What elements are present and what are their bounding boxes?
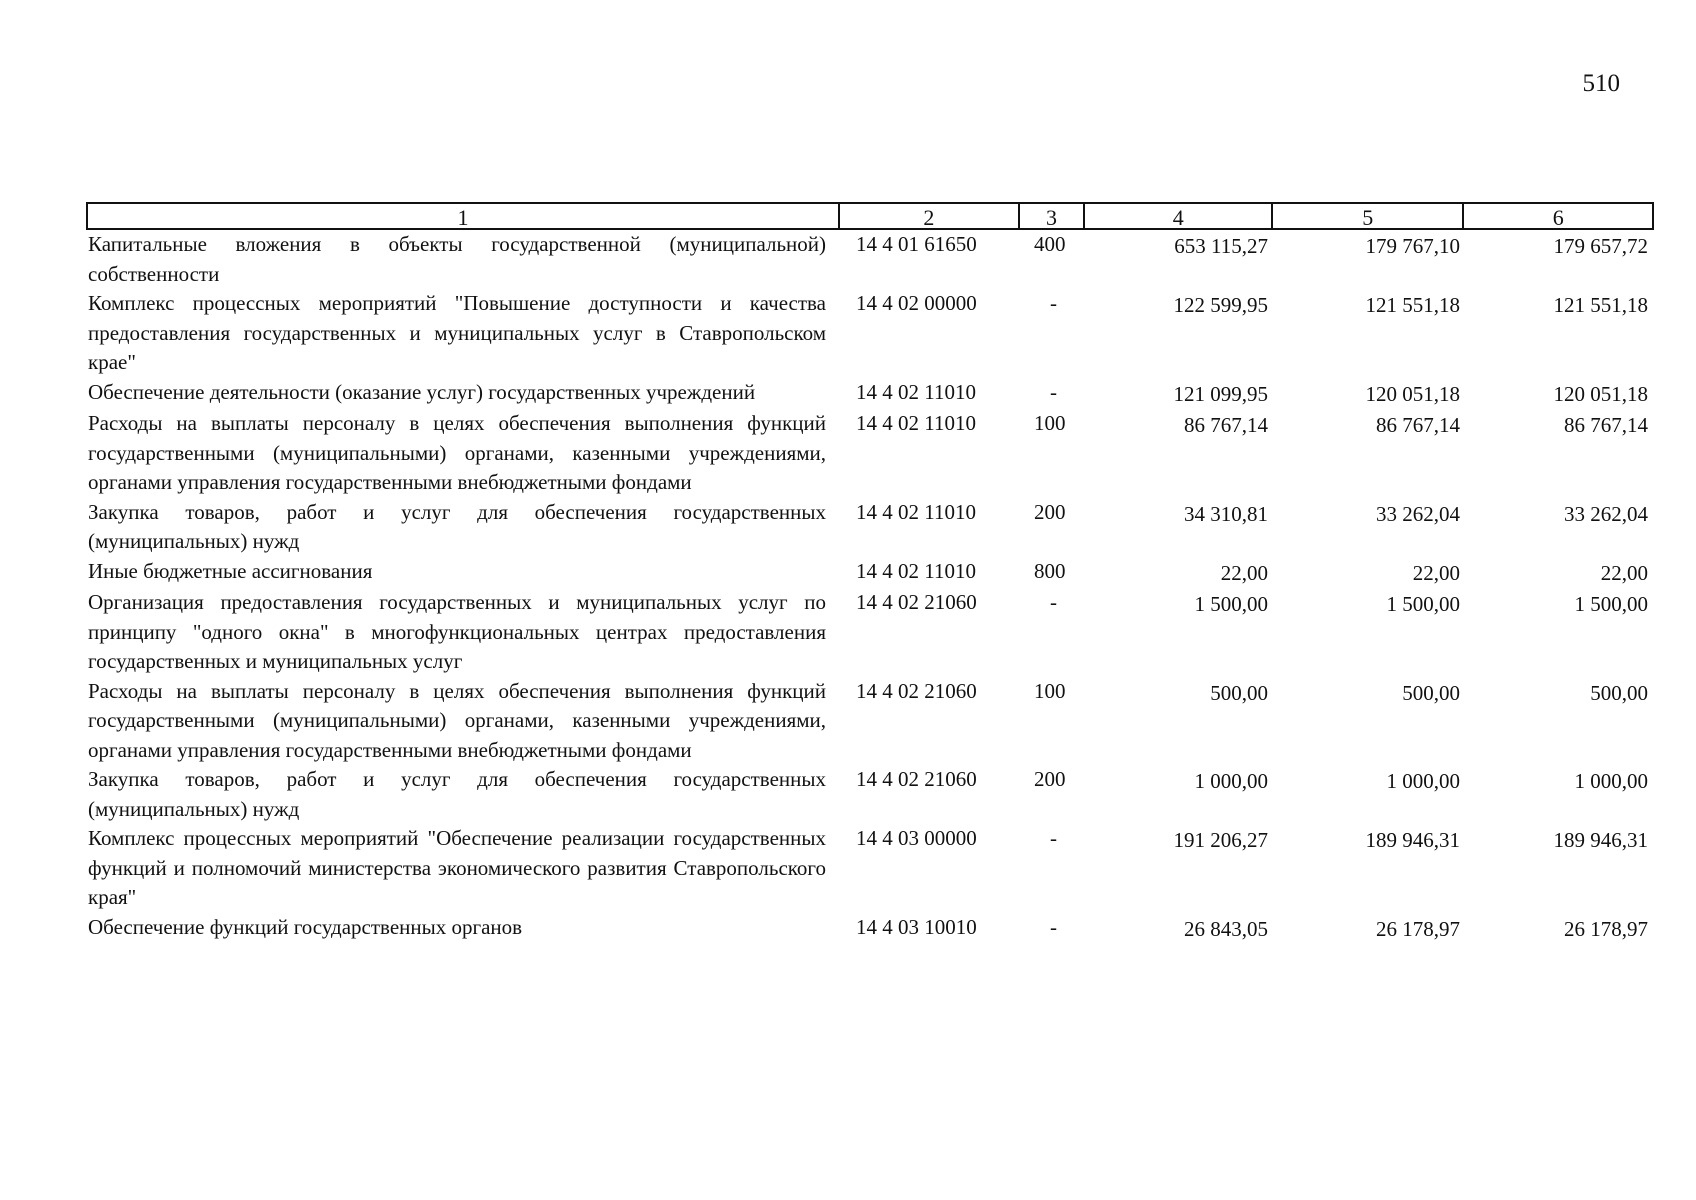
row-value-col4: 22,00 [1220,560,1268,585]
column-header-1: 1 [88,204,840,228]
row-value-col6: 189 946,31 [1553,828,1648,852]
row-expense-type: 800 [1034,558,1066,583]
row-expense-type: - [1050,826,1057,850]
row-value-col6: 22,00 [1600,560,1648,585]
row-code: 14 4 03 00000 [856,826,977,850]
row-value-col4: 86 767,14 [1184,413,1268,437]
row-name: Обеспечение функций государственных органов [88,914,523,939]
row-value-col5: 22,00 [1412,560,1460,585]
row-name: Обеспечение деятельности (оказание услуг) государственных учреждений [88,379,756,404]
row-code: 14 4 02 11010 [856,379,976,404]
row-value-col5: 26 178,97 [1376,916,1460,941]
row-code: 14 4 02 21060 [856,678,977,703]
row-value-col5: 189 946,31 [1365,828,1460,852]
page-number: 510 [1582,70,1620,97]
row-value-col4: 122 599,95 [1173,293,1268,317]
row-name: Закупка товаров, работ и услуг для обеспечения государственных (муниципальных) нужд [88,767,826,821]
row-value-col5: 86 767,14 [1376,413,1460,437]
column-header-4: 4 [1085,204,1273,228]
row-name: Расходы на выплаты персоналу в целях обеспечения выполнения функций государственными (муниципальными) органами, казенными учреждениями, органами управления государственными внебюджетными фондами [88,411,826,494]
column-header-6: 6 [1552,205,1564,230]
table-row [86,409,1654,498]
row-expense-type: - [1050,291,1057,315]
row-name: Капитальные вложения в объекты государственной (муниципальной) собственности [88,232,826,286]
row-value-col4: 1 500,00 [1194,592,1268,616]
row-expense-type: 200 [1034,499,1066,524]
budget-table [86,202,1654,944]
table-row [86,824,1654,913]
row-value-col5: 1 500,00 [1386,592,1460,616]
row-value-col5: 1 000,00 [1386,769,1460,793]
row-code: 14 4 03 10010 [856,914,977,939]
row-expense-type: 200 [1034,767,1066,791]
row-value-col4: 191 206,27 [1173,828,1268,852]
table-row [86,498,1654,557]
row-code: 14 4 02 00000 [856,291,977,315]
table-row [86,913,1654,945]
row-value-col6: 1 000,00 [1574,769,1648,793]
row-expense-type: - [1050,590,1057,614]
row-value-col6: 33 262,04 [1564,501,1648,526]
column-header-2: 2 [840,204,1020,228]
row-expense-type: - [1050,379,1057,404]
row-value-col6: 26 178,97 [1564,916,1648,941]
row-code: 14 4 02 21060 [856,590,977,614]
row-code: 14 4 02 21060 [856,767,977,791]
row-value-col4: 26 843,05 [1184,916,1268,941]
row-value-col5: 500,00 [1402,680,1460,705]
row-value-col4: 500,00 [1210,680,1268,705]
row-code: 14 4 02 11010 [856,558,976,583]
row-expense-type: 100 [1034,678,1066,703]
row-code: 14 4 01 61650 [856,232,977,256]
row-value-col4: 121 099,95 [1173,381,1268,406]
row-value-col5: 120 051,18 [1365,381,1460,406]
row-code: 14 4 02 11010 [856,499,976,524]
row-value-col4: 34 310,81 [1184,501,1268,526]
table-row [86,588,1654,677]
row-expense-type: 100 [1034,411,1066,435]
table-row [86,378,1654,410]
row-value-col5: 179 767,10 [1365,234,1460,258]
row-name: Организация предоставления государственных и муниципальных услуг по принципу "одного окна" в многофункциональных центрах предоставления государственных и муниципальных услуг [88,590,826,673]
table-row [86,765,1654,824]
row-value-col6: 121 551,18 [1553,293,1648,317]
row-name: Закупка товаров, работ и услуг для обеспечения государственных (муниципальных) нужд [88,499,826,553]
row-value-col4: 1 000,00 [1194,769,1268,793]
row-code: 14 4 02 11010 [856,411,976,435]
row-name: Комплекс процессных мероприятий "Обеспечение реализации государственных функций и полномочий министерства экономического развития Ставропольского края" [88,826,826,909]
table-row [86,289,1654,378]
table-row [86,677,1654,766]
column-header-3: 3 [1020,204,1086,228]
row-value-col6: 86 767,14 [1564,413,1648,437]
row-expense-type: 400 [1034,232,1066,256]
row-value-col6: 179 657,72 [1553,234,1648,258]
row-name: Комплекс процессных мероприятий "Повышение доступности и качества предоставления государственных и муниципальных услуг в Ставропольском крае" [88,291,826,374]
row-expense-type: - [1050,914,1057,939]
row-name: Иные бюджетные ассигнования [88,558,373,583]
row-value-col6: 120 051,18 [1553,381,1648,406]
table-row [86,230,1654,289]
row-value-col4: 653 115,27 [1174,234,1268,258]
column-header-5: 5 [1273,204,1465,228]
table-header-row [86,202,1654,230]
row-value-col5: 33 262,04 [1376,501,1460,526]
row-value-col6: 500,00 [1590,680,1648,705]
row-name: Расходы на выплаты персоналу в целях обеспечения выполнения функций государственными (муниципальными) органами, казенными учреждениями, органами управления государственными внебюджетными фондами [88,678,826,762]
row-value-col6: 1 500,00 [1574,592,1648,616]
table-row [86,557,1654,589]
row-value-col5: 121 551,18 [1365,293,1460,317]
